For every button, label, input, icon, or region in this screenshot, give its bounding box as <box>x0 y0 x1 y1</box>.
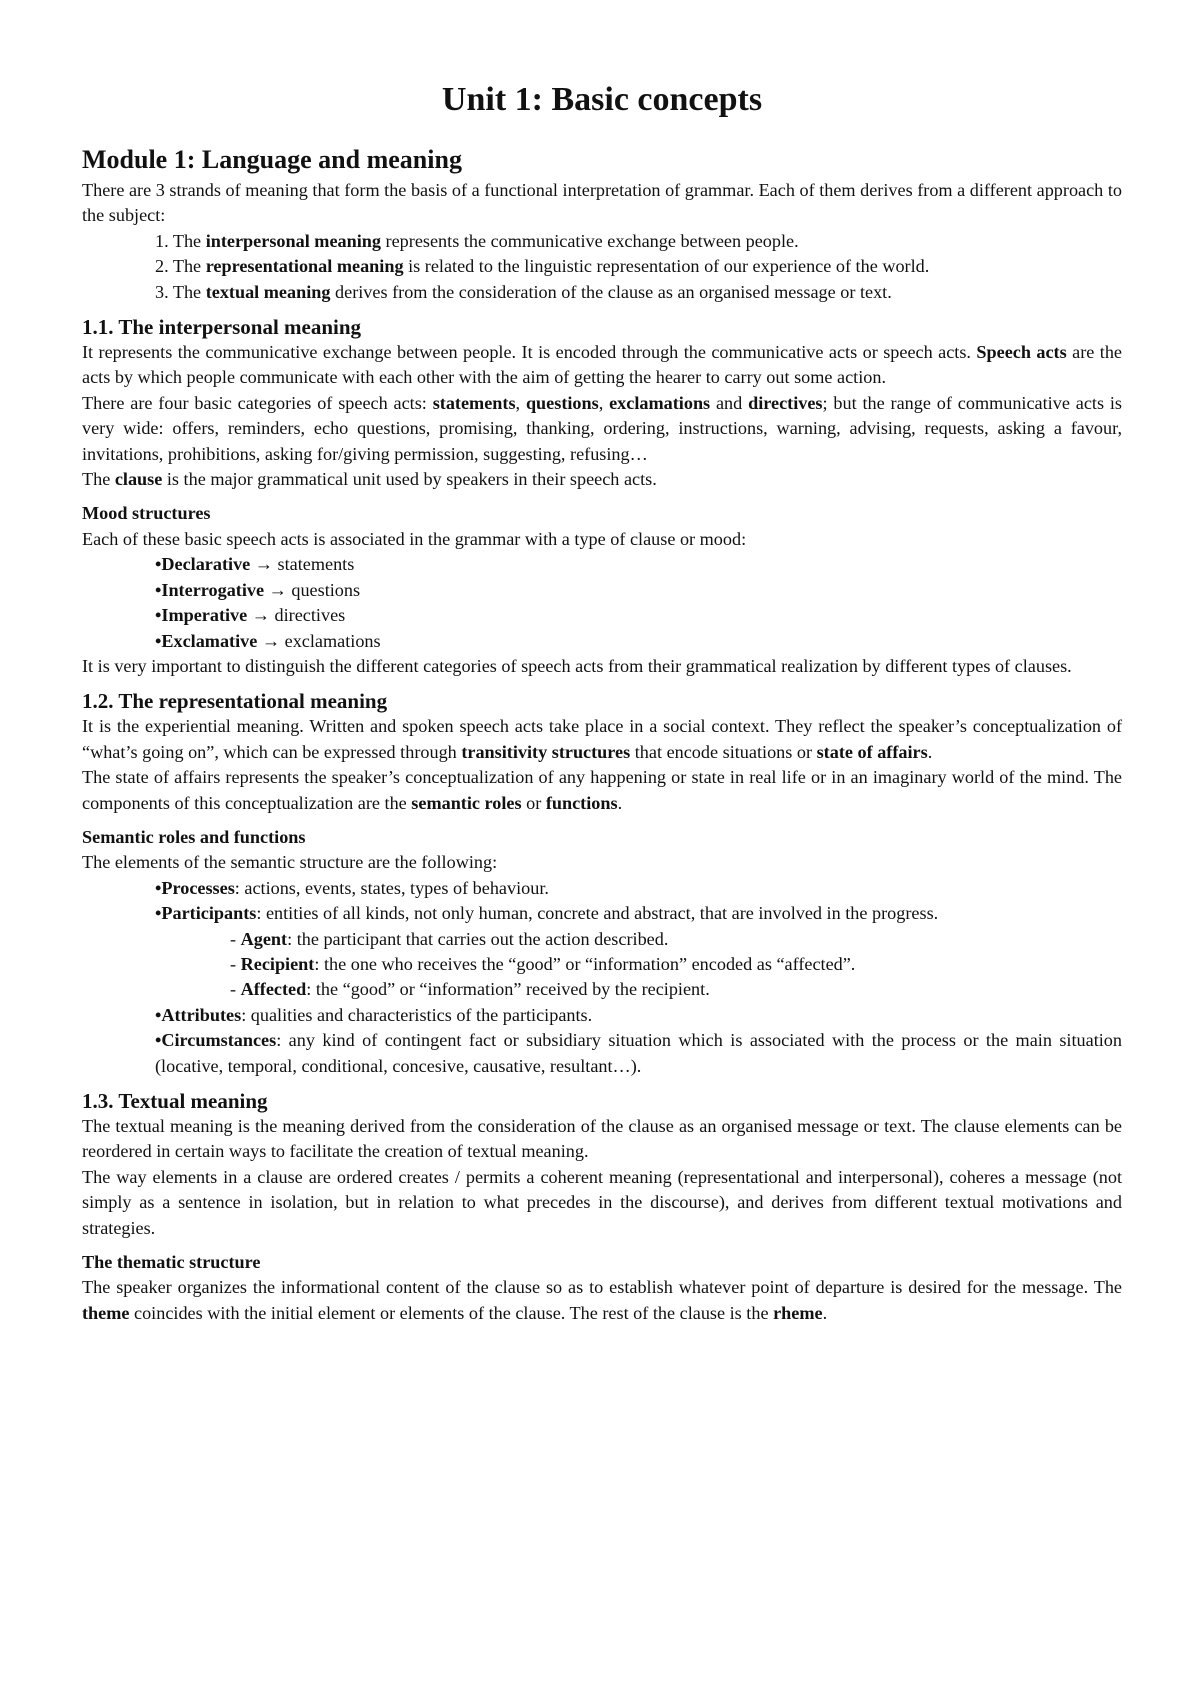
subheading-thematic-structure: The thematic structure <box>82 1252 261 1273</box>
paragraph: It represents the communicative exchange between people. It is encoded through the communicative acts or speech acts. Speech acts are the acts by which people communicate with each other with the aim of getting the hearer to carry out some action. <box>82 342 1123 388</box>
mood-list <box>82 552 1122 654</box>
section-title-textual: 1.3. Textual meaning <box>82 1089 268 1113</box>
strands-list <box>82 229 1122 305</box>
paragraph: Each of these basic speech acts is associated in the grammar with a type of clause or mood: <box>82 528 747 549</box>
role-item: •Attributes: qualities and characteristics of the participants. <box>155 1004 593 1025</box>
subrole-item: - Affected: the “good” or “information” received by the recipient. <box>230 979 710 1000</box>
mood-item: •Declarative → statements <box>155 554 355 575</box>
paragraph: The textual meaning is the meaning derived from the consideration of the clause as an organised message or text. The clause elements can be reordered in certain ways to facilitate the creation of textual meaning. <box>82 1116 1122 1162</box>
roles-list <box>82 876 1122 927</box>
subheading-semantic-roles: Semantic roles and functions <box>82 826 306 847</box>
role-item: •Processes: actions, events, states, types of behaviour. <box>155 877 549 898</box>
module-title: Module 1: Language and meaning <box>82 145 462 174</box>
paragraph: There are four basic categories of speech acts: statements, questions, exclamations and directives; but the range of communicative acts is very wide: offers, reminders, echo questions, promising, thanking, ordering, instructions, warning, advising, requests, asking a favour, invitations, prohibitions, asking for/giving permission, suggesting, refusing… <box>82 392 1122 464</box>
paragraph: The elements of the semantic structure are the following: <box>82 852 498 873</box>
subheading-mood-structures: Mood structures <box>82 503 211 524</box>
mood-item: •Exclamative → exclamations <box>155 630 381 651</box>
subrole-item: - Agent: the participant that carries out the action described. <box>230 928 669 949</box>
role-item: •Participants: entities of all kinds, not only human, concrete and abstract, that are involved in the progress. <box>155 903 939 924</box>
paragraph: It is very important to distinguish the different categories of speech acts from their grammatical realization by different types of clauses. <box>82 655 1072 676</box>
document-title: Unit 1: Basic concepts <box>441 81 763 118</box>
strand-item: 2. The representational meaning is related to the linguistic representation of our experience of the world. <box>155 256 930 277</box>
paragraph: The clause is the major grammatical unit used by speakers in their speech acts. <box>82 469 657 490</box>
paragraph: The state of affairs represents the speaker’s conceptualization of any happening or state in real life or in an imaginary world of the mind. The components of this conceptualization are the semantic roles or functions. <box>82 767 1122 813</box>
paragraph: The way elements in a clause are ordered creates / permits a coherent meaning (representational and interpersonal), coheres a message (not simply as a sentence in isolation, but in relation to what precedes in the discourse), and derives from different textual motivations and strategies. <box>82 1166 1122 1238</box>
strand-item: 3. The textual meaning derives from the consideration of the clause as an organised message or text. <box>155 281 892 302</box>
subrole-item: - Recipient: the one who receives the “good” or “information” encoded as “affected”. <box>230 953 856 974</box>
strand-item: 1. The interpersonal meaning represents the communicative exchange between people. <box>155 230 799 251</box>
section-title-representational: 1.2. The representational meaning <box>82 689 388 714</box>
section-title-interpersonal: 1.1. The interpersonal meaning <box>82 315 362 340</box>
module-intro: There are 3 strands of meaning that form the basis of a functional interpretation of grammar. Each of them derives from a different approach to the subject: <box>82 180 1122 226</box>
paragraph: It is the experiential meaning. Written and spoken speech acts take place in a social context. They reflect the speaker’s conceptualization of “what’s going on”, which can be expressed through transitivity structures that encode situations or state of affairs. <box>82 716 1122 762</box>
mood-item: •Interrogative → questions <box>155 579 361 600</box>
participant-subroles <box>82 927 1122 1003</box>
roles-list-continued <box>82 1003 1122 1079</box>
paragraph: The speaker organizes the informational content of the clause so as to establish whatever point of departure is desired for the message. The theme coincides with the initial element or elements of the clause. The rest of the clause is the rheme. <box>82 1277 1122 1323</box>
mood-item: •Imperative → directives <box>155 605 346 626</box>
role-item: •Circumstances: any kind of contingent fact or subsidiary situation which is associated with the process or the main situation (locative, temporal, conditional, concesive, causative, resultant…). <box>155 1030 1122 1076</box>
